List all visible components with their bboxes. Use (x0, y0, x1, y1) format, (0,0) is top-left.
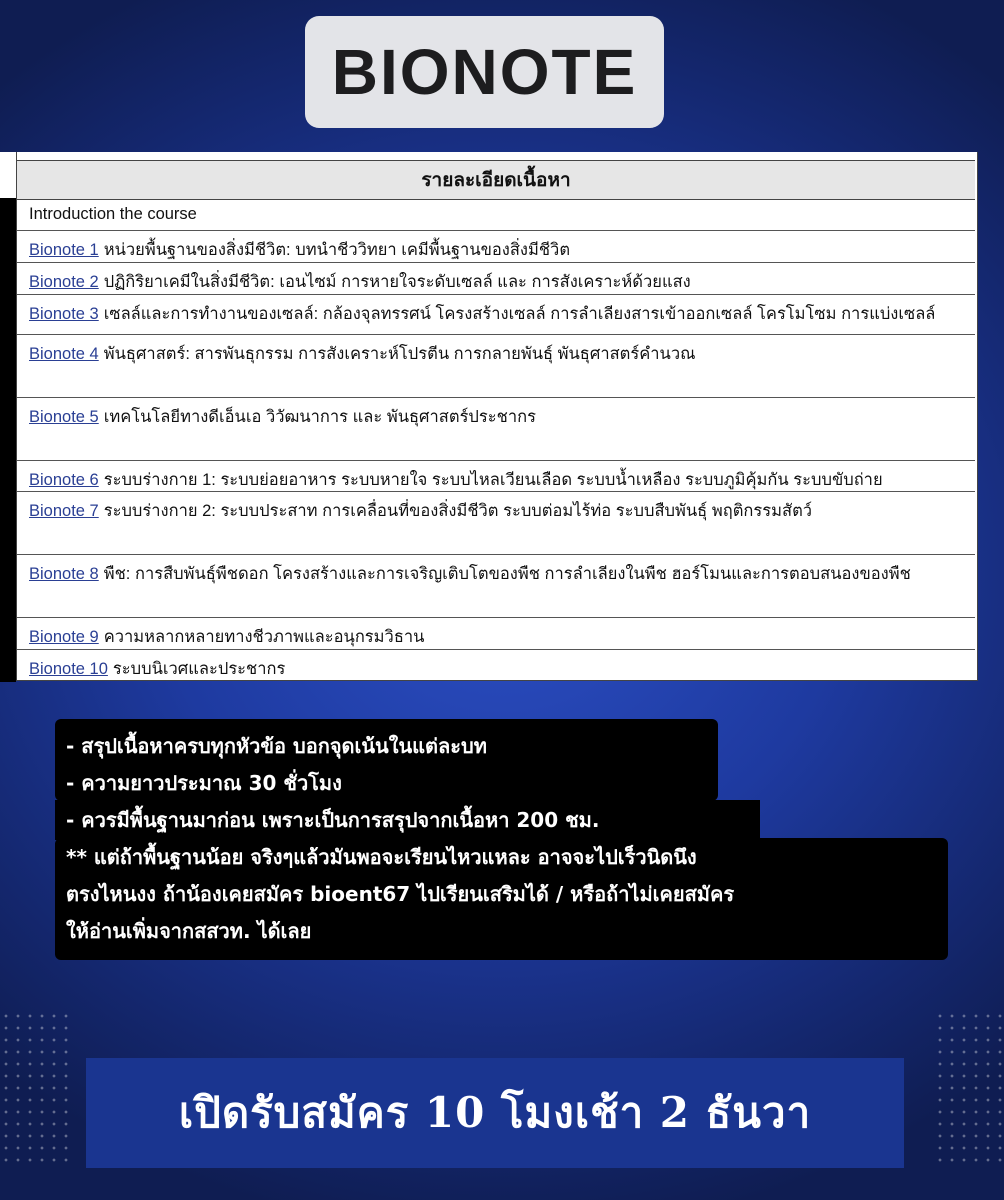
bionote-link[interactable]: Bionote 1 (29, 241, 99, 259)
row-text: ระบบร่างกาย 1: ระบบย่อยอาหาร ระบบหายใจ ระบบไหลเวียนเลือด ระบบน้ำเหลือง ระบบภูมิคุ้มกัน ระบบขับถ่าย (103, 471, 883, 489)
table-row (17, 335, 975, 398)
note-line: - สรุปเนื้อหาครบทุกหัวข้อ บอกจุดเน้นในแต่ละบท (66, 734, 487, 758)
table-row (17, 492, 975, 555)
registration-banner (86, 1058, 904, 1168)
row-text: เซลล์และการทำงานของเซลล์: กล้องจุลทรรศน์ โครงสร้างเซลล์ การลำเลียงสารเข้าออกเซลล์ โครโมโซม การแบ่งเซลล์ (103, 305, 936, 323)
table-row (17, 231, 975, 263)
row-text: หน่วยพื้นฐานของสิ่งมีชีวิต: บทนำชีววิทยา เคมีพื้นฐานของสิ่งมีชีวิต (103, 241, 571, 259)
table-row (17, 618, 975, 650)
page-title: BIONOTE (331, 36, 638, 108)
note-line: ** แต่ถ้าพื้นฐานน้อย จริงๆแล้วมันพอจะเรียนไหวแหละ อาจจะไปเร็วนิดนึง (66, 845, 697, 869)
decorative-dots-left (0, 1010, 70, 1170)
left-edge-strip (0, 152, 16, 682)
bionote-link[interactable]: Bionote 4 (29, 345, 99, 363)
note-line: ตรงไหนงง ถ้าน้องเคยสมัคร bioent67 ไปเรียนเสริมได้ / หรือถ้าไม่เคยสมัคร (66, 882, 735, 906)
table-row (17, 263, 975, 295)
title-banner (305, 16, 664, 128)
bionote-link[interactable]: Bionote 6 (29, 471, 99, 489)
row-text: ระบบนิเวศและประชากร (112, 660, 286, 678)
table-row (17, 650, 975, 679)
table-row (17, 295, 975, 335)
bionote-link[interactable]: Bionote 7 (29, 502, 99, 520)
row-text: ระบบร่างกาย 2: ระบบประสาท การเคลื่อนที่ของสิ่งมีชีวิต ระบบต่อมไร้ท่อ ระบบสืบพันธุ์ พฤติกรรมสัตว์ (103, 502, 813, 520)
row-text: ความหลากหลายทางชีวภาพและอนุกรมวิธาน (103, 628, 425, 646)
table-row (17, 555, 975, 618)
row-text: Introduction the course (29, 205, 197, 223)
note-line: - ควรมีพื้นฐานมาก่อน เพราะเป็นการสรุปจากเนื้อหา 200 ชม. (66, 808, 600, 832)
table-row (17, 398, 975, 461)
bionote-link[interactable]: Bionote 9 (29, 628, 99, 646)
left-edge-top (0, 152, 16, 198)
content-table (16, 152, 978, 681)
bionote-link[interactable]: Bionote 3 (29, 305, 99, 323)
bionote-link[interactable]: Bionote 8 (29, 565, 99, 583)
row-text: ปฏิกิริยาเคมีในสิ่งมีชีวิต: เอนไซม์ การหายใจระดับเซลล์ และ การสังเคราะห์ด้วยแสง (103, 273, 691, 291)
bionote-link[interactable]: Bionote 10 (29, 660, 108, 678)
row-text: เทคโนโลยีทางดีเอ็นเอ วิวัฒนาการ และ พันธุศาสตร์ประชากร (103, 408, 536, 426)
row-text: พันธุศาสตร์: สารพันธุกรรม การสังเคราะห์โปรตีน การกลายพันธุ์ พันธุศาสตร์คำนวณ (103, 345, 696, 363)
note-line: ให้อ่านเพิ่มจากสสวท. ได้เลย (66, 919, 312, 943)
table-row (17, 461, 975, 492)
bionote-link[interactable]: Bionote 5 (29, 408, 99, 426)
registration-text: เปิดรับสมัคร 10 โมงเช้า 2 ธันวา (178, 1088, 812, 1137)
bionote-link[interactable]: Bionote 2 (29, 273, 99, 291)
note-line: - ความยาวประมาณ 30 ชั่วโมง (66, 771, 342, 795)
content-table-image (0, 152, 1004, 682)
decorative-dots-right (934, 1010, 1004, 1170)
row-text: พืช: การสืบพันธุ์พืชดอก โครงสร้างและการเจริญเติบโตของพืช การลำเลียงในพืช ฮอร์โมนและการตอบสนองของพืช (103, 565, 911, 583)
notes-list (66, 728, 966, 950)
table-row (17, 199, 975, 231)
table-header: รายละเอียดเนื้อหา (17, 160, 975, 200)
